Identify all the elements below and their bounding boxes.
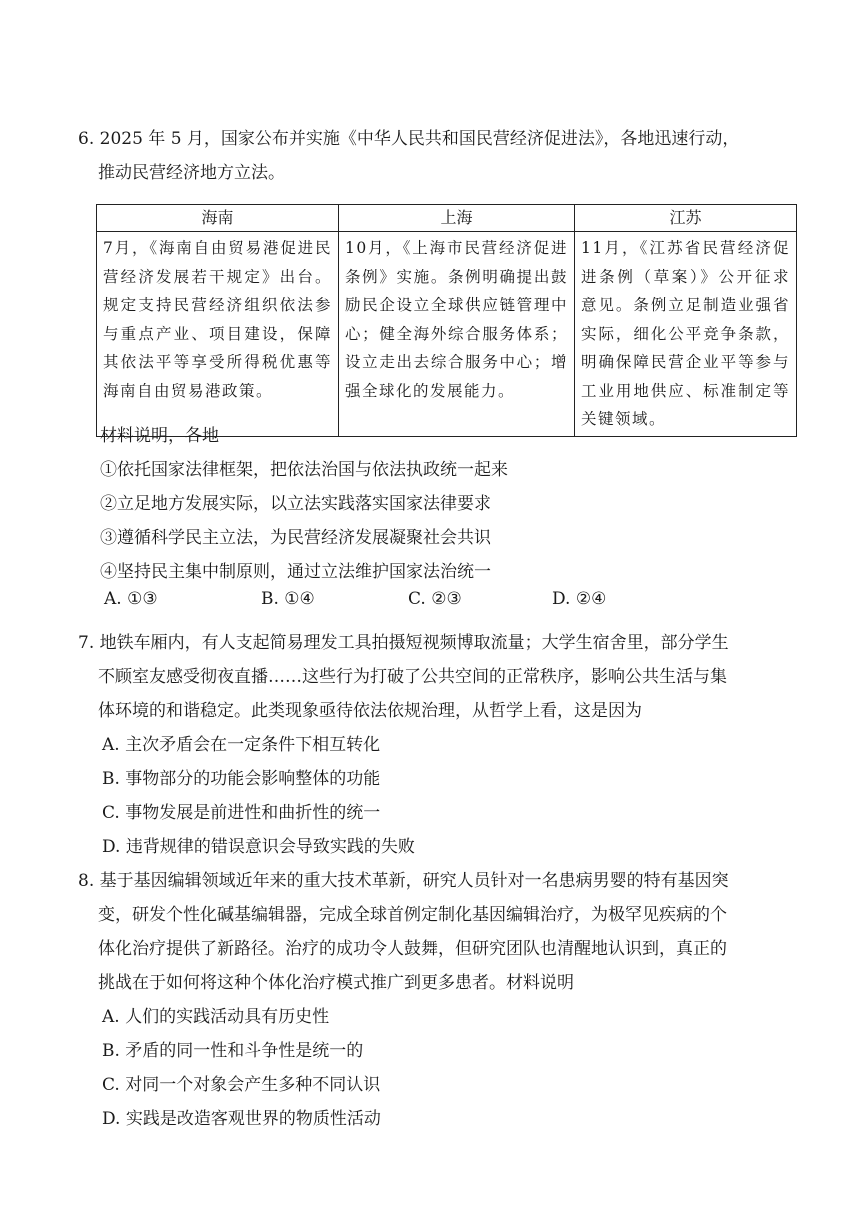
q8-option-b[interactable]: B. 矛盾的同一性和斗争性是统一的	[102, 1041, 364, 1061]
q6-lead: 材料说明，各地	[100, 426, 219, 446]
question-7	[78, 626, 798, 864]
question-6-stem	[78, 122, 798, 190]
q6-statement-2: ②立足地方发展实际，以立法实践落实国家法律要求	[100, 494, 491, 514]
q6-statement-3: ③遵循科学民主立法，为民营经济发展凝聚社会共识	[100, 528, 491, 548]
q8-stem-line-2: 变，研发个性化碱基编辑器，完成全球首例定制化基因编辑治疗，为极罕见疾病的个	[98, 905, 727, 925]
q6-option-c[interactable]: C. ②③	[408, 589, 462, 609]
q6-options	[100, 589, 800, 623]
table-header-row	[97, 205, 797, 232]
q6-option-b[interactable]: B. ①④	[261, 589, 315, 609]
q7-option-a[interactable]: A. 主次矛盾会在一定条件下相互转化	[102, 735, 381, 755]
q6-option-d[interactable]: D. ②④	[552, 589, 607, 609]
table-row	[97, 232, 797, 437]
q8-stem-line-3: 体化治疗提供了新路径。治疗的成功令人鼓舞，但研究团队也清醒地认识到，真正的	[98, 939, 727, 959]
q8-stem-line-1: 8. 基于基因编辑领域近年来的重大技术革新，研究人员针对一名患病男婴的特有基因突	[78, 871, 729, 891]
question-6-body	[100, 419, 800, 623]
table-cell-jiangsu: 11月，《江苏省民营经济促进条例（草案）》公开征求意见。条例立足制造业强省实际，细化公平竞争条款，明确保障民营企业平等参与工业用地供应、标准制定等关键领域。	[575, 232, 797, 437]
q6-stem-line-2: 推动民营经济地方立法。	[98, 163, 285, 183]
q8-option-a[interactable]: A. 人们的实践活动具有历史性	[102, 1007, 330, 1027]
q7-option-c[interactable]: C. 事物发展是前进性和曲折性的统一	[102, 803, 381, 823]
q7-stem-line-3: 体环境的和谐稳定。此类现象亟待依法依规治理，从哲学上看，这是因为	[98, 701, 642, 721]
table-cell-shanghai: 10月，《上海市民营经济促进条例》实施。条例明确提出鼓励民企设立全球供应链管理中心；健全海外综合服务体系；设立走出去综合服务中心；增强全球化的发展能力。	[339, 232, 575, 437]
q6-option-a[interactable]: A. ①③	[104, 589, 158, 609]
q7-stem-line-2: 不顾室友感受彻夜直播……这些行为打破了公共空间的正常秩序，影响公共生活与集	[98, 667, 727, 687]
q7-option-b[interactable]: B. 事物部分的功能会影响整体的功能	[102, 769, 381, 789]
q7-option-d[interactable]: D. 违背规律的错误意识会导致实践的失败	[102, 837, 415, 857]
question-8	[78, 864, 798, 1136]
q7-stem-line-1: 7. 地铁车厢内，有人支起简易理发工具拍摄短视频博取流量；大学生宿舍里，部分学生	[78, 633, 729, 653]
table-cell-hainan: 7月，《海南自由贸易港促进民营经济发展若干规定》出台。规定支持民营经济组织依法参与重点产业、项目建设，保障其依法平等享受所得税优惠等海南自由贸易港政策。	[97, 232, 339, 437]
q8-option-d[interactable]: D. 实践是改造客观世界的物质性活动	[102, 1109, 381, 1129]
q8-stem-line-4: 挑战在于如何将这种个体化治疗模式推广到更多患者。材料说明	[98, 973, 574, 993]
q6-stem-line-1: 6. 2025 年 5 月，国家公布并实施《中华人民共和国民营经济促进法》，各地迅速行动，	[78, 129, 740, 149]
table-header-hainan: 海南	[97, 205, 339, 232]
table-header-shanghai: 上海	[339, 205, 575, 232]
q8-option-c[interactable]: C. 对同一个对象会产生多种不同认识	[102, 1075, 381, 1095]
table-header-jiangsu: 江苏	[575, 205, 797, 232]
q6-statement-4: ④坚持民主集中制原则，通过立法维护国家法治统一	[100, 562, 491, 582]
regional-legislation-table	[96, 204, 797, 437]
q6-statement-1: ①依托国家法律框架，把依法治国与依法执政统一起来	[100, 460, 508, 480]
